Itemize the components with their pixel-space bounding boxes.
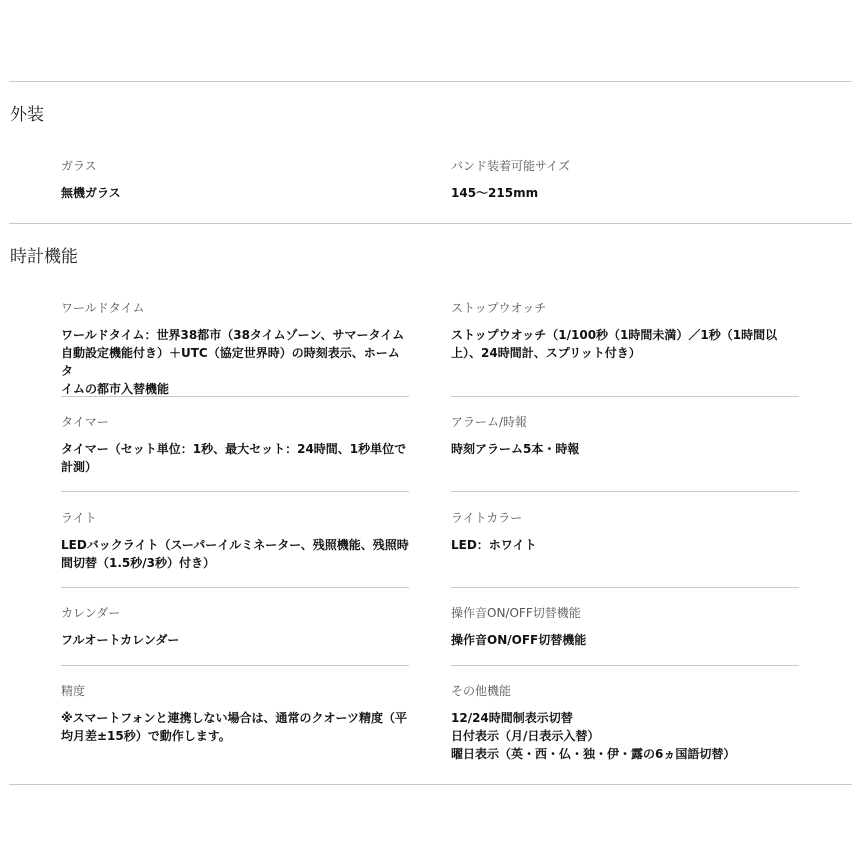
- row-divider: [61, 396, 409, 397]
- row-divider: [451, 587, 799, 588]
- spec-value-stopwatch: ストップウオッチ（1/100秒（1時間未満）／1秒（1時間以 上）、24時間計、スプリット付き）: [451, 328, 778, 360]
- section-divider: [9, 223, 852, 224]
- bottom-divider: [9, 784, 852, 785]
- spec-value-timer: タイマー（セット単位：1秒、最大セット：24時間、1秒単位で 計測）: [61, 442, 407, 474]
- row-divider: [451, 396, 799, 397]
- row-divider: [61, 665, 409, 666]
- top-divider: [9, 81, 852, 82]
- spec-label-glass: ガラス: [61, 159, 97, 173]
- spec-label-stopwatch: ストップウオッチ: [451, 301, 547, 315]
- spec-value-light: LEDバックライト（スーパーイルミネーター、残照機能、残照時 間切替（1.5秒/3秒）付き）: [61, 538, 409, 570]
- row-divider: [61, 491, 409, 492]
- spec-value-glass: 無機ガラス: [61, 186, 121, 200]
- spec-label-alarm: アラーム/時報: [451, 415, 528, 429]
- spec-label-light: ライト: [61, 511, 97, 525]
- spec-label-world-time: ワールドタイム: [61, 301, 145, 315]
- row-divider: [451, 491, 799, 492]
- section-title-watch-functions: 時計機能: [10, 247, 78, 267]
- spec-label-sound-toggle: 操作音ON/OFF切替機能: [451, 606, 581, 620]
- spec-value-calendar: フルオートカレンダー: [61, 633, 180, 647]
- spec-label-accuracy: 精度: [61, 684, 86, 698]
- spec-value-accuracy: ※スマートフォンと連携しない場合は、通常のクオーツ精度（平 均月差±15秒）で動作します。: [61, 711, 407, 743]
- row-divider: [61, 587, 409, 588]
- spec-label-light-color: ライトカラー: [451, 511, 523, 525]
- spec-value-light-color: LED：ホワイト: [451, 538, 537, 552]
- spec-value-world-time: ワールドタイム：世界38都市（38タイムゾーン、サマータイム 自動設定機能付き）＋UTC（協定世界時）の時刻表示、ホームタ イムの都市入替機能: [61, 328, 405, 396]
- spec-label-band-size: バンド装着可能サイズ: [451, 159, 571, 173]
- spec-label-other-functions: その他機能: [451, 684, 512, 698]
- spec-value-band-size: 145〜215mm: [451, 186, 539, 200]
- spec-value-alarm: 時刻アラーム5本・時報: [451, 442, 580, 456]
- row-divider: [451, 665, 799, 666]
- spec-value-other-functions: 12/24時間制表示切替 日付表示（月/日表示入替） 曜日表示（英・西・仏・独・伊・露の6ヵ国語切替）: [451, 711, 736, 761]
- spec-label-calendar: カレンダー: [61, 606, 121, 620]
- spec-label-timer: タイマー: [61, 415, 109, 429]
- spec-value-sound-toggle: 操作音ON/OFF切替機能: [451, 633, 587, 647]
- section-title-exterior: 外装: [10, 105, 44, 125]
